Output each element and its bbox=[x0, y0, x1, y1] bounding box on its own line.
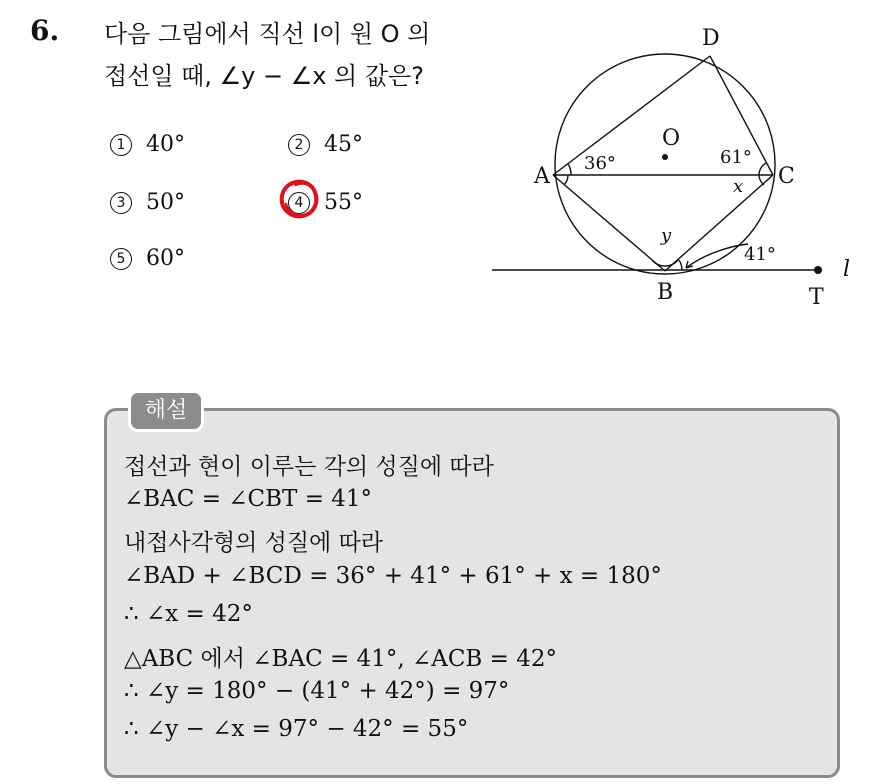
angle-label-x: x bbox=[733, 176, 744, 197]
angle-label-bad: 36° bbox=[584, 153, 616, 174]
solution-line-4: ∠BAD + ∠BCD = 36° + 41° + 61° + x = 180° bbox=[124, 563, 662, 589]
choice-2-text: 45° bbox=[324, 132, 363, 157]
choice-3-text: 50° bbox=[146, 190, 185, 215]
choice-1-marker: 1 bbox=[110, 134, 132, 156]
question-number: 6. bbox=[30, 14, 60, 47]
choice-5[interactable] bbox=[110, 246, 185, 271]
angle-pointer-41 bbox=[686, 244, 748, 268]
label-a: A bbox=[534, 164, 550, 189]
angle-arc-36 bbox=[568, 164, 571, 175]
solution-line-5: ∴ ∠x = 42° bbox=[124, 601, 253, 627]
question-text-line1: 다음 그림에서 직선 l이 원 O 의 bbox=[104, 20, 431, 48]
label-line-l: l bbox=[843, 257, 851, 282]
chord-ab bbox=[553, 175, 665, 271]
angle-arc-61 bbox=[759, 163, 766, 175]
label-o: O bbox=[662, 126, 681, 151]
chord-ad bbox=[553, 56, 710, 175]
question-text-line2: 접선일 때, ∠y − ∠x 의 값은? bbox=[104, 62, 424, 90]
choice-3[interactable] bbox=[110, 190, 185, 215]
selected-answer-circle bbox=[278, 178, 322, 220]
solution-tag: 해설 bbox=[128, 390, 204, 432]
choice-3-marker: 3 bbox=[110, 192, 132, 214]
point-t bbox=[814, 266, 822, 274]
choice-5-marker: 5 bbox=[110, 248, 132, 270]
choice-1[interactable] bbox=[110, 132, 185, 157]
choice-2[interactable] bbox=[288, 132, 363, 157]
angle-arc-x bbox=[759, 175, 764, 185]
solution-line-3: 내접사각형의 성질에 따라 bbox=[124, 530, 384, 556]
center-point-o bbox=[662, 154, 668, 160]
label-d: D bbox=[702, 26, 720, 51]
label-b: B bbox=[657, 280, 674, 305]
circle-tangent-figure bbox=[480, 14, 880, 314]
solution-line-8: ∴ ∠y − ∠x = 97° − 42° = 55° bbox=[124, 716, 469, 742]
angle-label-cbt: 41° bbox=[744, 244, 776, 265]
choice-5-text: 60° bbox=[146, 246, 185, 271]
choice-2-marker: 2 bbox=[288, 134, 310, 156]
angle-label-y: y bbox=[661, 225, 672, 246]
label-t: T bbox=[809, 285, 824, 310]
solution-line-7: ∴ ∠y = 180° − (41° + 42°) = 97° bbox=[124, 678, 510, 704]
choice-4-marker: 4 bbox=[288, 192, 310, 214]
choice-4-text: 55° bbox=[324, 190, 363, 215]
angle-arc-41 bbox=[679, 260, 682, 270]
angle-arc-y bbox=[652, 260, 678, 266]
angle-label-bcd: 61° bbox=[720, 147, 752, 168]
angle-arc-a-lower bbox=[564, 175, 568, 185]
label-c: C bbox=[778, 164, 795, 189]
solution-line-2: ∠BAC = ∠CBT = 41° bbox=[124, 486, 373, 512]
choice-1-text: 40° bbox=[146, 132, 185, 157]
solution-line-1: 접선과 현이 이루는 각의 성질에 따라 bbox=[124, 454, 494, 480]
solution-line-6: △ABC 에서 ∠BAC = 41°, ∠ACB = 42° bbox=[124, 646, 557, 672]
